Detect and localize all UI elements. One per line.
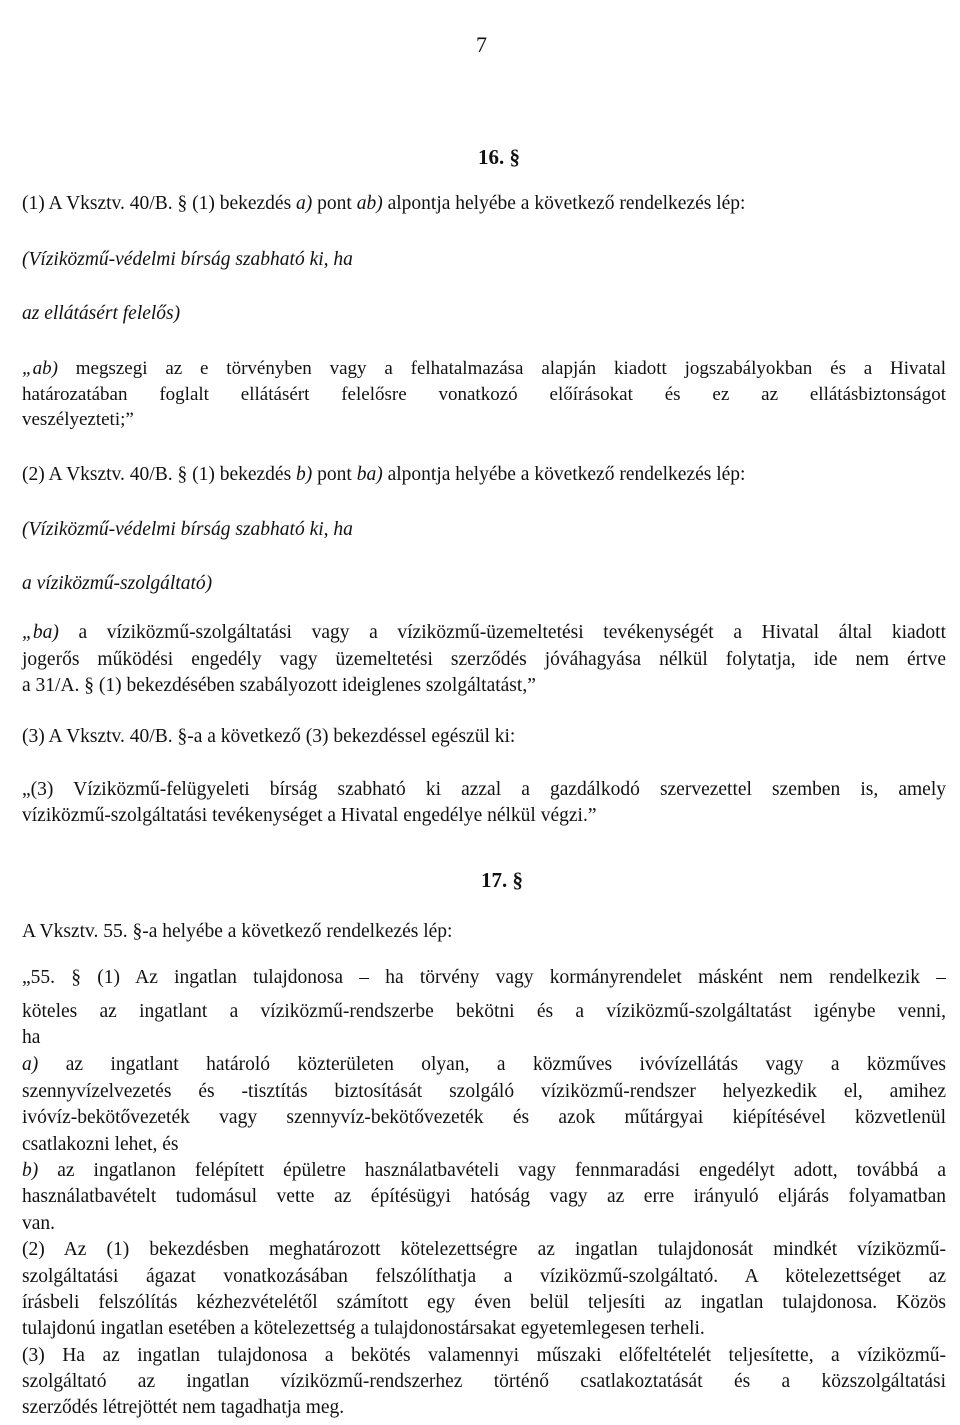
section-55-point-a-line-4: csatlakozni lehet, és: [22, 1134, 179, 1155]
paragraph-2-context-1: (Víziközmű-védelmi bírság szabható ki, ha: [22, 519, 353, 540]
paragraph-2-context-2: a víziközmű-szolgáltató): [22, 573, 213, 594]
paragraph-1-text-line-3: veszélyezteti;”: [22, 409, 134, 430]
section-55-point-b-line-1: b) az ingatlanon felépített épületre használatbavételi vagy fennmaradási engedélyt adott, továbbá a: [22, 1160, 946, 1181]
section-55-point-b-line-3: van.: [22, 1213, 56, 1234]
paragraph-1-context-1: (Víziközmű-védelmi bírság szabható ki, ha: [22, 249, 353, 270]
section-55-line-3: ha: [22, 1027, 41, 1048]
paragraph-1-lead: (1) A Vksztv. 40/B. § (1) bekezdés a) pont ab) alpontja helyébe a következő rendelkezés lép:: [22, 193, 746, 214]
section-55-para-2-line-2: szolgáltatási ágazat vonatkozásában felszólíthatja a víziközmű-szolgáltató. A kötelezettséget az: [22, 1266, 946, 1287]
section-55-point-a-line-3: ivóvíz-bekötővezeték vagy szennyvíz-bekötővezeték és azok műtárgyai kiépítésével közvetlenül: [22, 1107, 946, 1128]
page-number: 7: [476, 32, 487, 57]
paragraph-3-text-line-1: „(3) Víziközmű-felügyeleti bírság szabható ki azzal a gazdálkodó szervezettel szemben is, amely: [22, 779, 946, 800]
section-55-line-1: „55. § (1) Az ingatlan tulajdonosa – ha törvény vagy kormányrendelet másként nem rendelkezik –: [22, 967, 946, 988]
section-55-point-a-line-1: a) az ingatlant határoló közterületen olyan, a közműves ivóvízellátás vagy a közműves: [22, 1054, 946, 1075]
paragraph-2-text-line-2: jogerős működési engedély vagy üzemeltetési szerződés jóváhagyása nélkül folytatja, ide nem értve: [22, 649, 946, 670]
paragraph-1-text-line-1: „ab) megszegi az e törvényben vagy a felhatalmazása alapján kiadott jogszabályokban és a Hivatal: [22, 358, 946, 379]
section-55-para-2-line-1: (2) Az (1) bekezdésben meghatározott kötelezettségre az ingatlan tulajdonosát mindkét víziközmű-: [22, 1239, 946, 1260]
paragraph-2-text-line-1: „ba) a víziközmű-szolgáltatási vagy a víziközmű-üzemeltetési tevékenységét a Hivatal által kiadott: [22, 622, 946, 643]
section-55-point-b-line-2: használatbavételt tudomásul vette az építésügyi hatóság vagy az erre irányuló eljárás folyamatban: [22, 1186, 946, 1207]
section-55-para-2-line-3: írásbeli felszólítás kézhezvételétől számított egy éven belül teljesíti az ingatlan tulajdonosa. Közös: [22, 1292, 946, 1313]
paragraph-2-text-line-3: a 31/A. § (1) bekezdésében szabályozott ideiglenes szolgáltatást,”: [22, 675, 536, 696]
paragraph-3-lead: (3) A Vksztv. 40/B. §-a a következő (3) bekezdéssel egészül ki:: [22, 726, 516, 747]
paragraph-3-text-line-2: víziközmű-szolgáltatási tevékenységet a Hivatal engedélye nélkül végzi.”: [22, 805, 597, 826]
section-55-para-3-line-2: szolgáltató az ingatlan víziközmű-rendszerhez történő csatlakoztatását és a közszolgáltatási: [22, 1371, 946, 1392]
section-55-para-3-line-1: (3) Ha az ingatlan tulajdonosa a bekötés valamennyi műszaki előfeltételét teljesítette, a víziközmű-: [22, 1345, 946, 1366]
section-55-line-2: köteles az ingatlant a víziközmű-rendszerbe bekötni és a víziközmű-szolgáltatást igénybe venni,: [22, 1001, 946, 1022]
section-heading-17: 17. §: [481, 868, 523, 892]
section-heading-16: 16. §: [478, 145, 520, 169]
section-55-point-a-line-2: szennyvízelvezetés és -tisztítás biztosítását szolgáló víziközmű-rendszer helyezkedik el, amihez: [22, 1081, 946, 1102]
paragraph-1-text-line-2: határozatában foglalt ellátásért felelősre vonatkozó előírásokat és ez az ellátásbiztonságot: [22, 384, 946, 405]
paragraph-1-context-2: az ellátásért felelős): [22, 303, 181, 324]
section-55-para-3-line-3: szerződés létrejöttét nem tagadhatja meg.: [22, 1397, 345, 1418]
section-17-lead: A Vksztv. 55. §-a helyébe a következő rendelkezés lép:: [22, 921, 453, 942]
section-55-para-2-line-4: tulajdonú ingatlan esetében a kötelezettség a tulajdonostársakat egyetemlegesen terheli.: [22, 1318, 705, 1339]
paragraph-2-lead: (2) A Vksztv. 40/B. § (1) bekezdés b) pont ba) alpontja helyébe a következő rendelkezés lép:: [22, 464, 746, 485]
